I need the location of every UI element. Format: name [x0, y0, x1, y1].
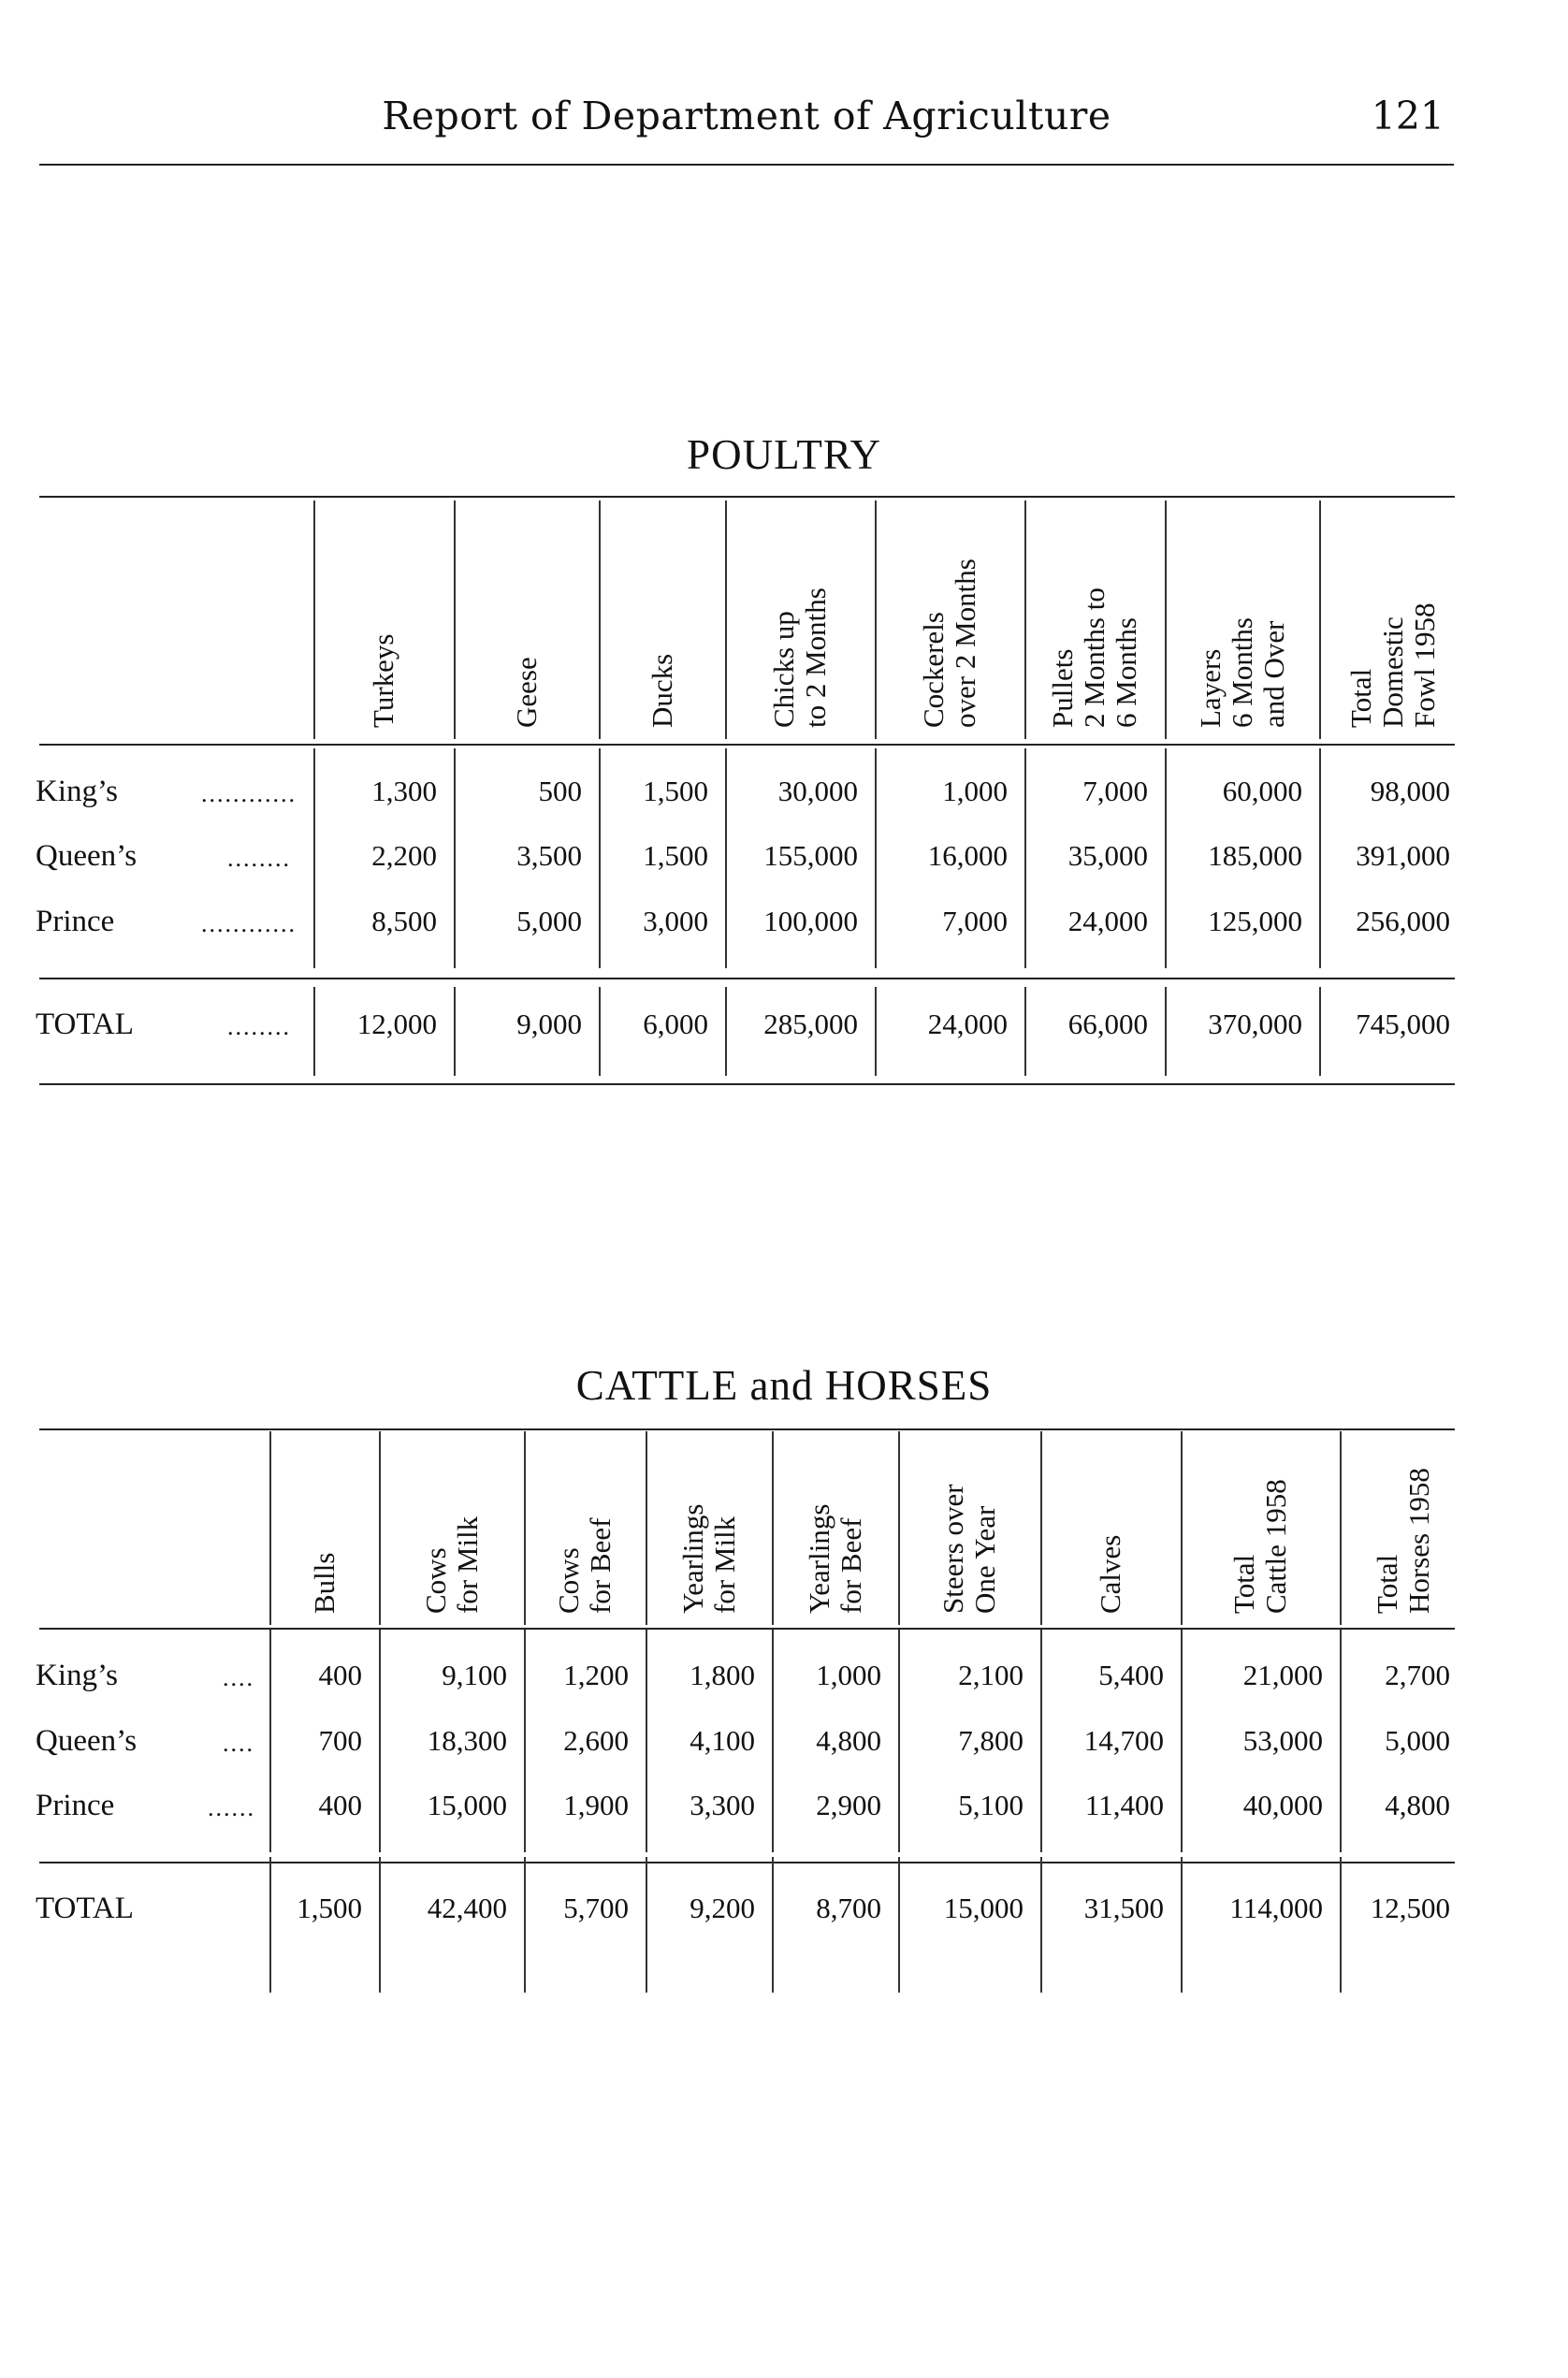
- leader-dots: ........: [227, 1013, 291, 1040]
- row-label-county: Queen’s: [36, 839, 138, 873]
- table-cell: 1,900: [563, 1789, 629, 1821]
- total-cell: 8,700: [816, 1892, 881, 1924]
- table-cell: 2,100: [958, 1659, 1024, 1691]
- column-header: Total Cattle 1958: [1227, 1479, 1292, 1614]
- column-header: Geese: [509, 657, 543, 728]
- row-label-county: Prince: [36, 905, 115, 938]
- table-cell: 1,500: [643, 775, 708, 807]
- table-cell: 4,800: [1385, 1789, 1450, 1821]
- leader-dots: ............: [201, 910, 297, 937]
- table-cell: 8,500: [371, 905, 437, 937]
- table-cell: 400: [318, 1789, 362, 1821]
- column-header: Cows for Beef: [552, 1517, 617, 1614]
- column-header: Yearlings for Milk: [675, 1503, 741, 1614]
- total-cell: 31,500: [1083, 1892, 1164, 1924]
- total-cell: 745,000: [1356, 1008, 1450, 1040]
- table-cell: 1,300: [371, 775, 437, 807]
- table-cell: 5,100: [958, 1789, 1024, 1821]
- column-header: Pullets 2 Months to 6 Months: [1046, 587, 1142, 728]
- table-cell: 98,000: [1370, 775, 1450, 807]
- total-cell: 24,000: [927, 1008, 1008, 1040]
- table-cell: 500: [538, 775, 582, 807]
- leader-dots: ....: [223, 1664, 254, 1691]
- table-cell: 40,000: [1242, 1789, 1323, 1821]
- table-cell: 11,400: [1084, 1789, 1164, 1821]
- column-header: Yearlings for Beef: [802, 1503, 867, 1614]
- table-cell: 1,000: [942, 775, 1008, 807]
- row-label-county: King’s: [36, 775, 119, 808]
- total-cell: 9,000: [516, 1008, 582, 1040]
- table-cell: 53,000: [1242, 1724, 1323, 1757]
- column-header: Cows for Milk: [418, 1515, 484, 1614]
- table-cell: 5,000: [1385, 1724, 1450, 1757]
- table-cell: 3,500: [516, 839, 582, 872]
- column-header: Total Horses 1958: [1371, 1468, 1435, 1614]
- table-cell: 4,100: [690, 1724, 755, 1757]
- table-cell: 30,000: [777, 775, 858, 807]
- table-cell: 15,000: [427, 1789, 507, 1821]
- total-cell: 9,200: [690, 1892, 755, 1924]
- table-cell: 256,000: [1356, 905, 1450, 937]
- table-cell: 155,000: [763, 839, 858, 872]
- table-cell: 4,800: [816, 1724, 881, 1757]
- table-cell: 1,800: [690, 1659, 755, 1691]
- total-cell: 1,500: [297, 1892, 362, 1924]
- row-label-county: Queen’s: [36, 1724, 138, 1758]
- running-header: [39, 94, 1454, 150]
- column-header: Ducks: [645, 653, 678, 728]
- leader-dots: ....: [223, 1730, 254, 1757]
- leader-dots: ........: [227, 845, 291, 872]
- table-cell: 5,000: [516, 905, 582, 937]
- table-cell: 2,600: [563, 1724, 629, 1757]
- table-cell: 185,000: [1208, 839, 1302, 872]
- header-rule: [39, 164, 1454, 166]
- total-cell: 12,000: [356, 1008, 437, 1040]
- table-cell: 400: [318, 1659, 362, 1691]
- total-cell: 5,700: [563, 1892, 629, 1924]
- column-header: Steers over One Year: [936, 1484, 1001, 1614]
- table-cell: 14,700: [1083, 1724, 1164, 1757]
- total-cell: 15,000: [943, 1892, 1024, 1924]
- column-header: Chicks up to 2 Months: [767, 587, 832, 728]
- table-cell: 3,000: [643, 905, 708, 937]
- total-cell: 42,400: [427, 1892, 507, 1924]
- poultry-title: POULTRY: [687, 431, 881, 478]
- table-rule: [39, 1628, 1455, 1630]
- cattle-horses-title: CATTLE and HORSES: [575, 1362, 993, 1409]
- total-label: TOTAL: [36, 1008, 134, 1041]
- table-rule: [39, 1083, 1455, 1085]
- total-cell: 66,000: [1067, 1008, 1148, 1040]
- total-cell: 285,000: [763, 1008, 858, 1040]
- total-cell: 12,500: [1370, 1892, 1450, 1924]
- table-cell: 7,000: [942, 905, 1008, 937]
- page-number: 121: [1371, 94, 1445, 138]
- table-cell: 18,300: [427, 1724, 507, 1757]
- total-cell: 114,000: [1229, 1892, 1323, 1924]
- table-cell: 35,000: [1067, 839, 1148, 872]
- table-rule: [39, 496, 1455, 498]
- table-cell: 391,000: [1356, 839, 1450, 872]
- table-cell: 100,000: [763, 905, 858, 937]
- table-cell: 1,200: [563, 1659, 629, 1691]
- table-cell: 1,000: [816, 1659, 881, 1691]
- column-header: Bulls: [307, 1552, 341, 1614]
- table-cell: 2,700: [1385, 1659, 1450, 1691]
- column-header: Layers 6 Months and Over: [1193, 617, 1290, 728]
- table-cell: 5,400: [1098, 1659, 1164, 1691]
- column-header: Total Domestic Fowl 1958: [1344, 602, 1441, 728]
- table-cell: 7,000: [1082, 775, 1148, 807]
- table-rule: [39, 978, 1455, 979]
- row-label-county: Prince: [36, 1789, 115, 1822]
- table-cell: 24,000: [1067, 905, 1148, 937]
- table-cell: 700: [318, 1724, 362, 1757]
- table-cell: 125,000: [1208, 905, 1302, 937]
- total-cell: 6,000: [643, 1008, 708, 1040]
- row-label-county: King’s: [36, 1659, 119, 1692]
- table-cell: 16,000: [927, 839, 1008, 872]
- table-cell: 21,000: [1242, 1659, 1323, 1691]
- leader-dots: ............: [201, 780, 297, 807]
- table-cell: 2,200: [371, 839, 437, 872]
- column-header: Calves: [1094, 1534, 1126, 1614]
- leader-dots: ......: [208, 1794, 255, 1821]
- table-rule: [39, 744, 1455, 746]
- column-header: Cockerels over 2 Months: [917, 558, 981, 728]
- table-cell: 60,000: [1222, 775, 1302, 807]
- table-cell: 7,800: [958, 1724, 1024, 1757]
- total-cell: 370,000: [1208, 1008, 1302, 1040]
- table-cell: 9,100: [442, 1659, 507, 1691]
- table-rule: [39, 1428, 1455, 1430]
- column-header: Turkeys: [367, 633, 399, 728]
- total-label: TOTAL: [36, 1892, 134, 1925]
- table-cell: 1,500: [643, 839, 708, 872]
- table-cell: 2,900: [816, 1789, 881, 1821]
- table-rule: [39, 1862, 1455, 1863]
- table-cell: 3,300: [690, 1789, 755, 1821]
- running-title: Report of Department of Agriculture: [382, 94, 1111, 138]
